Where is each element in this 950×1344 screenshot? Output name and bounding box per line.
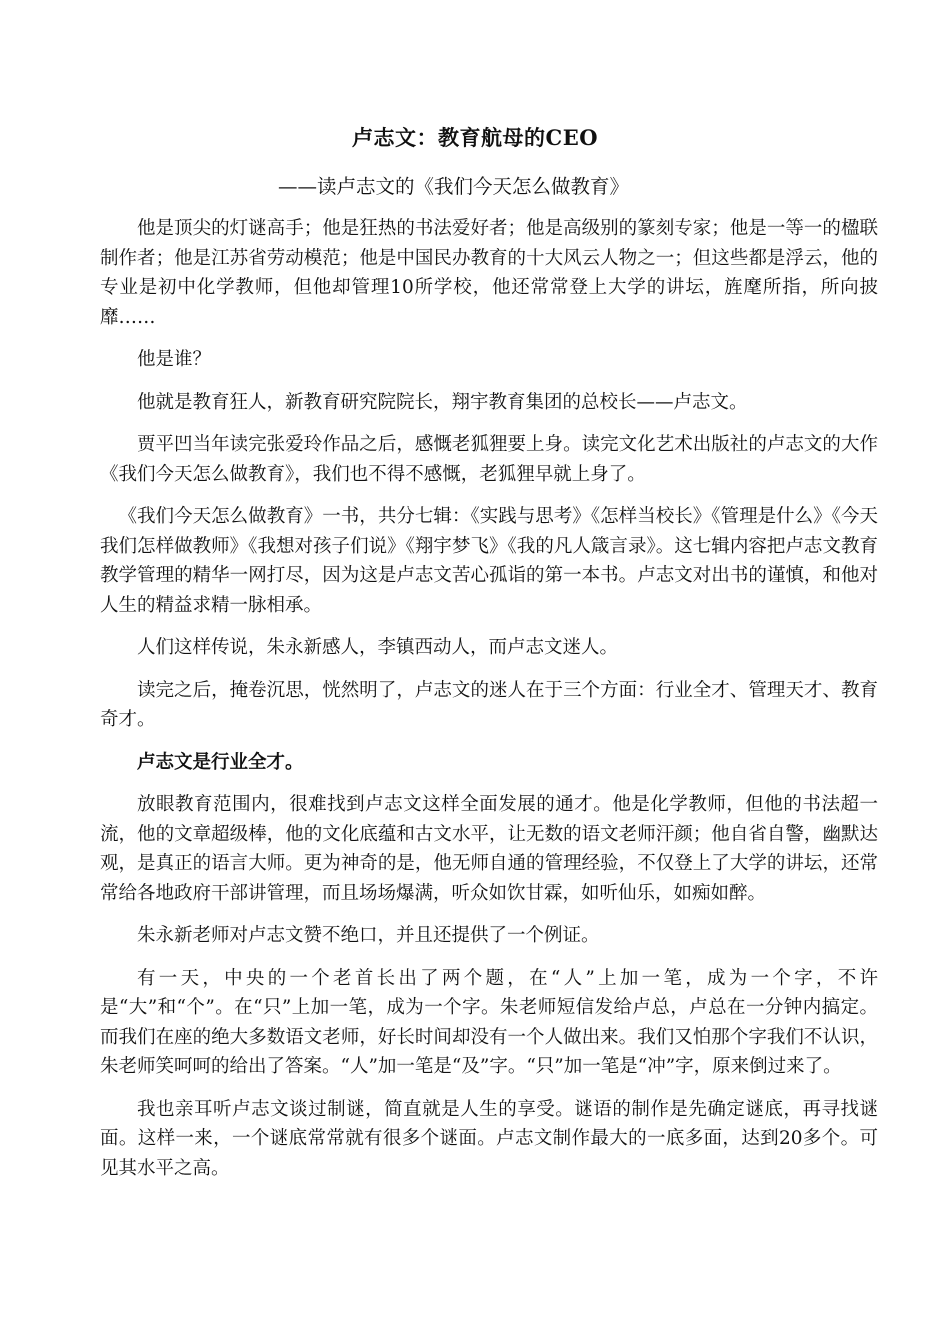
paragraph-book-contents: 《我们今天怎么做教育》一书，共分七辑：《实践与思考》《怎样当校长》《管理是什么》《今天我们怎样做教师》《我想对孩子们说》《翔宇梦飞》《我的凡人箴言录》。这七辑内容把卢志文教育教学管理的精华一网打尽，因为这是卢志文苦心孤诣的第一本书。卢志文对出书的谨慎，和他对人生的精益求精一脉相承。 [100, 506, 878, 616]
section-heading-all-rounder: 卢志文是行业全才。 [137, 751, 304, 773]
paragraph-jia-pingwa: 贾平凹当年读完张爱玲作品之后，感慨老狐狸要上身。读完文化艺术出版社的卢志文的大作《我们今天怎么做教育》，我们也不得不感慨，老狐狸早就上身了。 [100, 434, 878, 485]
paragraph-all-rounder: 放眼教育范围内，很难找到卢志文这样全面发展的通才。他是化学教师，但他的书法超一流，他的文章超级棒，他的文化底蕴和古文水平，让无数的语文老师汗颜；他自省自警，幽默达观，是真正的语言大师。更为神奇的是，他无师自通的管理经验，不仅登上了大学的讲坛，还常常给各地政府干部讲管理，而且场场爆满，听众如饮甘霖，如听仙乐，如痴如醉。 [100, 794, 878, 904]
paragraph-zhu-praise: 朱永新老师对卢志文赞不绝口，并且还提供了一个例证。 [137, 925, 600, 946]
document-title: 卢志文：教育航母的CEO [351, 125, 598, 150]
paragraph-answer: 他就是教育狂人，新教育研究院院长，翔宇教育集团的总校长——卢志文。 [137, 391, 748, 413]
paragraph-rumor: 人们这样传说，朱永新感人，李镇西动人，而卢志文迷人。 [137, 637, 619, 658]
paragraph-intro: 他是顶尖的灯谜高手；他是狂热的书法爱好者；他是高级别的篆刻专家；他是一等一的楹联制作者；他是江苏省劳动模范；他是中国民办教育的十大风云人物之一；但这些都是浮云，他的专业是初中化学教师，但他却管理10所学校，他还常常登上大学的讲坛，旌麾所指，所向披靡…… [100, 218, 878, 328]
paragraph-riddle-story: 有一天，中央的一个老首长出了两个题，在“人”上加一笔，成为一个字，不许是“大”和“个”。在“只”上加一笔，成为一个字。朱老师短信发给卢总，卢总在一分钟内搞定。而我们在座的绝大多数语文老师，好长时间却没有一个人做出来。我们又怕那个字我们不认识，朱老师笑呵呵的给出了答案。“人”加一笔是“及”字。“只”加一笔是“冲”字，原来倒过来了。 [100, 967, 878, 1077]
paragraph-question: 他是谁？ [137, 349, 212, 370]
document-body [100, 214, 878, 1196]
paragraph-riddle-making: 我也亲耳听卢志文谈过制谜，简直就是人生的享受。谜语的制作是先确定谜底，再寻找谜面。这样一来，一个谜底常常就有很多个谜面。卢志文制作最大的一底多面，达到20多个。可见其水平之高。 [100, 1098, 878, 1179]
document-subtitle: ——读卢志文的《我们今天怎么做教育》 [278, 175, 630, 198]
paragraph-three-aspects: 读完之后，掩卷沉思，恍然明了，卢志文的迷人在于三个方面：行业全才、管理天才、教育奇才。 [100, 679, 878, 730]
